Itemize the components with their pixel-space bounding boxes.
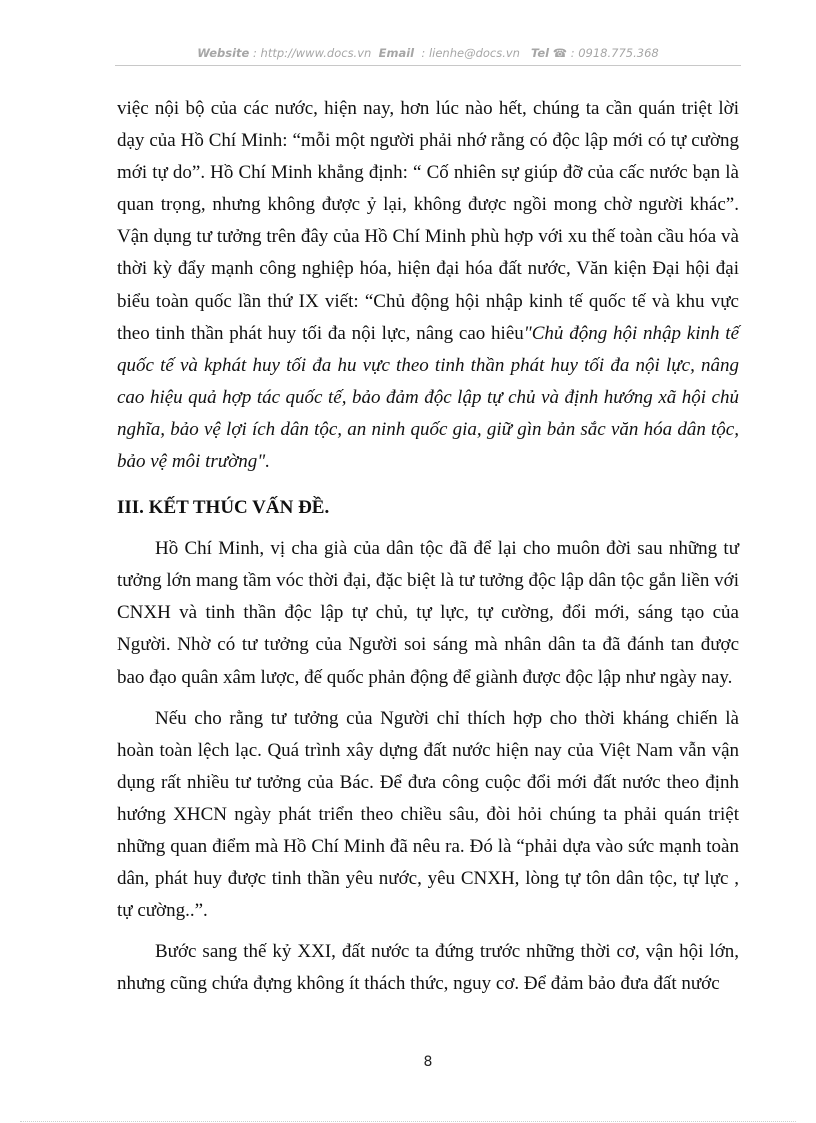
page-number: 8 xyxy=(423,1054,433,1070)
section-title: III. KẾT THÚC VẤN ĐỀ. xyxy=(117,497,330,519)
paragraph-2: Hồ Chí Minh, vị cha già của dân tộc đã để lại cho muôn đời sau những tư tưởng lớn mang tầm vóc thời đại, đặc biệt là tư tưởng độc lập dân tộc gắn liền với CNXH và tinh thần độc lập tự chủ, tự lực, tự cường, đổi mới, sáng tạo của Người. Nhờ có tư tưởng của Người soi sáng mà nhân dân ta đã đánh tan được bao đạo quân xâm lược, đế quốc phản động để giành được độc lập như ngày nay. xyxy=(117,538,739,688)
website-label: Website xyxy=(197,46,250,60)
footer-divider xyxy=(20,1121,796,1122)
page-header xyxy=(115,46,741,60)
website-value: : http://www.docs.vn xyxy=(253,46,372,60)
paragraph-1-normal: việc nội bộ của các nước, hiện nay, hơn lúc nào hết, chúng ta cần quán triệt lời dạy của Hồ Chí Minh: “mỗi một người phải nhớ rằng có độc lập mới có tự cường mới tự do”. Hồ Chí Minh khẳng định: “ Cố nhiên sự giúp đỡ của cấc nước bạn là quan trọng, nhưng không được ỷ lại, không được ngồi mong chờ người khác”. Vận dụng tư tưởng trên đây của Hồ Chí Minh phù hợp với xu thế toàn cầu hóa và thời kỳ đẩy mạnh công nghiệp hóa, hiện đại hóa đất nước, Văn kiện Đại hội đại biểu toàn quốc lần thứ IX viết: “Chủ động hội nhập kinh tế quốc tế và khu vực theo tinh thần phát huy tối đa nội lực, nâng cao hiêu xyxy=(117,98,739,344)
paragraph-1 xyxy=(117,93,739,478)
header-divider xyxy=(115,65,741,66)
email-label: Email xyxy=(378,46,415,60)
email-value: : lienhe@docs.vn xyxy=(421,46,520,60)
document-body xyxy=(117,93,739,1000)
tel-value: ☎ : 0918.775.368 xyxy=(552,46,659,60)
paragraph-3: Nếu cho rằng tư tưởng của Người chỉ thích hợp cho thời kháng chiến là hoàn toàn lệch lạc. Quá trình xây dựng đất nước hiện nay của Việt Nam vẫn vận dụng rất nhiều tư tưởng của Bác. Để đưa công cuộc đổi mới đất nước theo định hướng XHCN ngày phát triển theo chiều sâu, đòi hỏi chúng ta phải quán triệt những quan điểm mà Hồ Chí Minh đã nêu ra. Đó là “phải dựa vào sức mạnh toàn dân, phát huy được tinh thần yêu nước, yêu CNXH, lòng tự tôn dân tộc, tự lực , tự cường..”. xyxy=(117,707,739,922)
tel-label: Tel xyxy=(530,46,550,60)
paragraph-4: Bước sang thế kỷ XXI, đất nước ta đứng trước những thời cơ, vận hội lớn, nhưng cũng chứa đựng không ít thách thức, nguy cơ. Để đảm bảo đưa đất nước xyxy=(117,941,739,995)
paragraph-1-italic-quote: "Chủ động hội nhập kinh tế quốc tế và kphát huy tối đa hu vực theo tinh thần phát huy tối đa nội lực, nâng cao hiệu quả hợp tác quốc tế, bảo đảm độc lập tự chủ và định hướng xã hội chủ nghĩa, bảo vệ lợi ích dân tộc, an ninh quốc gia, giữ gìn bản sắc văn hóa dân tộc, bảo vệ môi trường". xyxy=(117,322,739,473)
